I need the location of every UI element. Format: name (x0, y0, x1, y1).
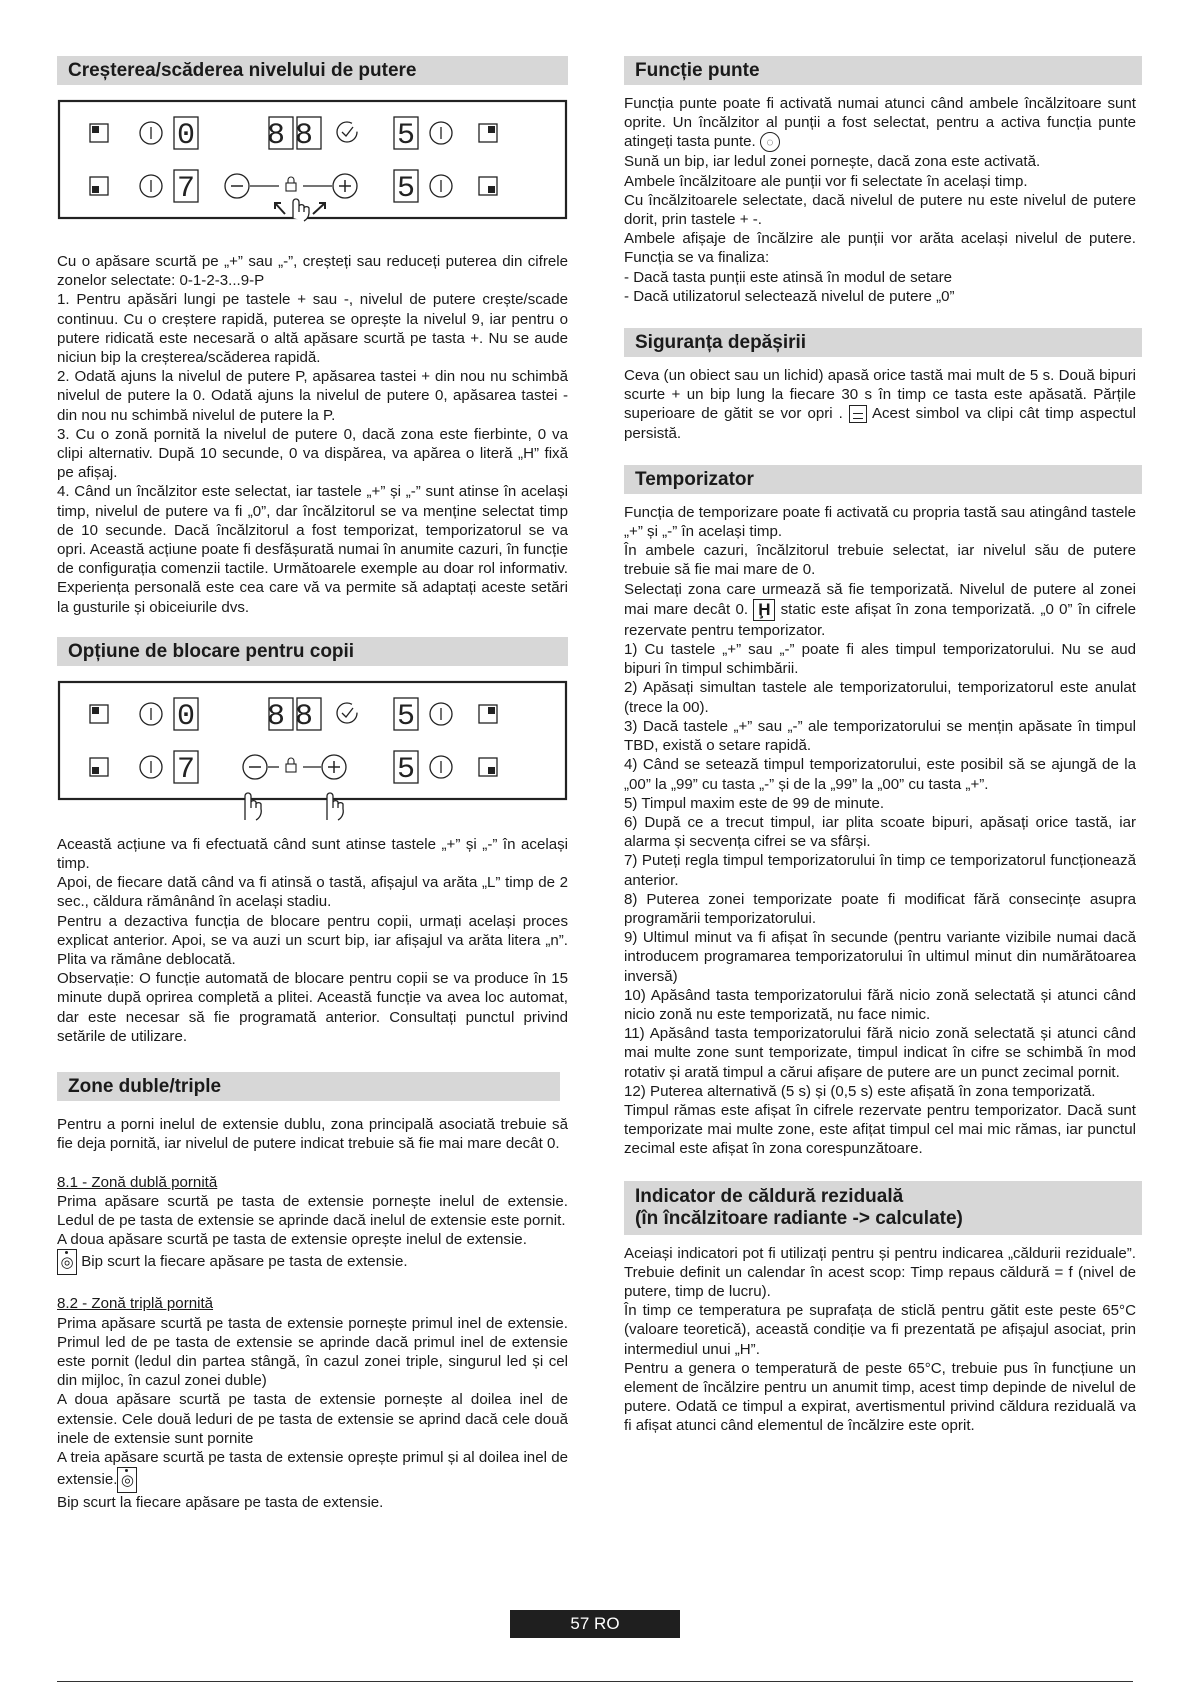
bottom-left-digit: 7 (176, 172, 196, 206)
paragraph-text: Ceva (un obiect sau un lichid) apasă orice tastă mai mult de 5 s. Două bipuri scurte + un bip lung la fiecare 30 s în timp ce tasta este apăsată. Părțile superioare de gătit se vor opri . (624, 367, 1136, 423)
residual-heat-h-icon: Ḩ (753, 599, 775, 621)
paragraph-text: A treia apăsare scurtă pe tasta de extensie oprește primul și al doilea inel de extensie. (57, 1448, 568, 1489)
section-power-level (57, 56, 568, 617)
subheading: 8.1 - Zonă dublă pornită (57, 1173, 218, 1191)
list-item: 7) Puteți regla timpul temporizatorului în timp ce temporizatorul funcționează anterior. (624, 852, 1136, 889)
section-title-line: (în încălzitoare radiante -> calculate) (635, 1207, 963, 1229)
paragraph: A doua apăsare scurtă pe tasta de extensie pornește al doilea inel de extensie. Cele două leduri de pe tasta de extensie se aprind dacă cele două inele de extensie sunt pornite (57, 1391, 568, 1447)
section-title-line: Indicator de căldură reziduală (635, 1185, 904, 1207)
touch-panel-illustration (57, 99, 568, 224)
paragraph: 3. Cu o zonă pornită la nivelul de putere 0, dacă zona este fierbinte, 0 va clipi alternativ. După 10 secunde, 0 va dispărea, va apărea o literă „H” fixă pe afișaj. (57, 425, 568, 482)
paragraph: Pentru a genera o temperatură de peste 65°C, trebuie pus în funcțiune un element de încălzire pentru un anumit timp, acest timp depinde de nivelul de putere. Odată ce timpul a expirat, avertismentul privind căldura reziduală va fi afișat atunci când elementul de încălzire este oprit. (624, 1359, 1136, 1435)
paragraph: Observație: O funcție automată de blocare pentru copii se va produce în 15 minute după oprirea completă a plitei. Această funcție va avea loc automat, dar este necesar să fie programată anterior. Consultați punctul privind setările de utilizare. (57, 970, 568, 1045)
section-body (57, 252, 568, 617)
touch-panel-illustration (57, 680, 568, 825)
list-item: 3) Dacă tastele „+” sau „-” ale temporizatorului se mențin apăsate în timpul TBD, există o setare rapidă. (624, 717, 1136, 755)
section-dual-triple-zones (57, 1072, 568, 1512)
overflow-symbol-icon (849, 405, 867, 423)
section-title (624, 1181, 1142, 1235)
section-overflow-safety (624, 328, 1136, 443)
list-item: 8) Puterea zonei temporizate poate fi modificat fără consecințe asupra programării temporizatorului. (624, 890, 1136, 927)
paragraph: Această acțiune va fi efectuată când sunt atinse tastele „+” și „-” în același timp. (57, 835, 568, 873)
paragraph: Pentru a dezactiva funcția de blocare pentru copii, urmați același proces explicat anterior. Apoi, se va auzi un scurt bip, iar afișajul va arăta litera „n”. Plita va rămâne deblocată. (57, 912, 568, 969)
extension-key-icon: ◎ (57, 1249, 77, 1275)
bottom-right-digit: 5 (396, 752, 416, 787)
section-residual-heat (624, 1181, 1136, 1436)
bottom-divider (57, 1681, 1133, 1682)
section-timer (624, 465, 1136, 1159)
extension-key-icon: ◎ (117, 1467, 137, 1493)
list-item: 2) Apăsați simultan tastele ale temporizatorului, temporizatorul este anulat (trece la 00). (624, 679, 1136, 716)
paragraph-text: Selectați zona care urmează să fie temporizată. Nivelul de putere al zonei mai mare decât 0. (624, 580, 1136, 618)
timer-digits: 88 (266, 119, 324, 153)
bridge-key-icon: ◌ (760, 132, 780, 152)
paragraph: Sună un bip, iar ledul zonei pornește, dacă zona este activată. (624, 153, 1041, 171)
section-title: Opțiune de blocare pentru copii (57, 637, 568, 666)
section-body (624, 366, 1136, 443)
paragraph (624, 94, 1136, 152)
paragraph: Cu încălzitoarele selectate, dacă nivelul de putere nu este nivelul de putere dorit, prin tastele + -. (624, 191, 1136, 229)
section-title: Funcție punte (624, 56, 1142, 85)
top-left-digit: 0 (176, 699, 196, 734)
paragraph: 4. Când un încălzitor este selectat, iar tastele „+” și „-” sunt atinse în același timp, nivelul de putere va fi „0”, dar încălzitorul se va menține selectat timp de 10 secunde. Dacă încălzitorul a fost temporizat, temporizatorul se va opri. Această acțiune poate fi desfășurată numai în anumite cazuri, în funcție de configurația comenzii tactile. Următoarele exemple au doar rol informativ. Experiența personală este cea care vă va permite să adaptați aceste setări la gusturile și obiceiurile dvs. (57, 483, 568, 616)
list-item: 4) Când se setează timpul temporizatorului, este posibil să se ajungă de la „00” la „99” cu tasta „-” și de la „99” la „00” cu tasta „+”. (624, 756, 1136, 793)
paragraph: 2. Odată ajuns la nivelul de putere P, apăsarea tastei + din nou nu schimbă nivelul de putere la 0. Odată ajuns la nivelul de putere 0, apăsarea tastei - din nou nu schimbă nivelul de putere la P. (57, 368, 568, 424)
top-right-digit: 5 (396, 699, 416, 734)
section-body (624, 503, 1136, 1159)
section-child-lock (57, 637, 568, 1046)
page-number: 57 RO (510, 1610, 680, 1638)
paragraph: - Dacă utilizatorul selectează nivelul de putere „0” (624, 287, 955, 305)
paragraph: Apoi, de fiecare dată când va fi atinsă o tastă, afișajul va arăta „L” timp de 2 sec., căldura rămânând în același stadiu. (57, 874, 568, 911)
paragraph: 1. Pentru apăsări lungi pe tastele + sau -, nivelul de putere crește/scade continuu. Cu o creștere rapidă, puterea se oprește la nivelul 9, iar pentru o putere ridicată este necesară o altă apăsare scurtă pe tasta +. Nu se aude niciun bip la creșterea/scăderea rapidă. (57, 291, 568, 367)
timer-digits: 88 (266, 699, 324, 734)
section-title: Zone duble/triple (57, 1072, 560, 1101)
paragraph-text: static este afișat în zona temporizată. „0 0” în cifrele rezervate pentru temporizator. (624, 600, 1136, 639)
paragraph (57, 1448, 568, 1493)
paragraph: Prima apăsare scurtă pe tasta de extensie pornește inelul de extensie. Ledul de pe tasta de extensie se aprinde dacă inelul de extensie este pornit. (57, 1192, 568, 1229)
paragraph-text: Acest simbol va clipi cât timp aspectul persistă. (624, 405, 1136, 442)
paragraph (624, 580, 1136, 640)
paragraph (624, 366, 1136, 443)
right-column (624, 56, 1136, 1454)
paragraph: Funcția de temporizare poate fi activată cu propria tastă sau atingând tastele „+” și „-” în același timp. (624, 503, 1136, 541)
control-panel-diagram-lock (57, 680, 568, 825)
section-body (57, 835, 568, 1046)
paragraph: Prima apăsare scurtă pe tasta de extensie pornește primul inel de extensie. Primul led de pe tasta de extensie se aprinde dacă primul inel de extensie este pornit (ledul din partea stângă, în cazul zonei triple, singurul led și cel din mijloc, în cazul zonei duble) (57, 1314, 568, 1390)
list-item: Timpul rămas este afișat în cifrele rezervate pentru temporizator. Dacă sunt temporizate mai multe zone, este afițat timpul cel mai mic rămas, iar punctul zecimal este afișat în zona corespunzătoare. (624, 1101, 1136, 1158)
paragraph-text: Bip scurt la fiecare apăsare pe tasta de extensie. (81, 1253, 408, 1271)
subheading: 8.2 - Zonă triplă pornită (57, 1295, 214, 1313)
section-body (624, 94, 1136, 306)
paragraph: A doua apăsare scurtă pe tasta de extensie oprește inelul de extensie. (57, 1231, 527, 1249)
section-body (624, 1244, 1136, 1436)
left-column (57, 56, 568, 1530)
section-bridge-function (624, 56, 1136, 306)
top-left-digit: 0 (176, 119, 196, 153)
paragraph: Bip scurt la fiecare apăsare pe tasta de extensie. (57, 1494, 384, 1512)
paragraph (57, 1249, 568, 1275)
top-right-digit: 5 (396, 119, 416, 153)
paragraph: În ambele cazuri, încălzitorul trebuie selectat, iar nivelul său de putere trebuie să fie mai mare de 0. (624, 542, 1136, 579)
section-title: Siguranța depășirii (624, 328, 1142, 357)
paragraph: Pentru a porni inelul de extensie dublu, zona principală asociată trebuie să fie deja pornită, iar nivelul de putere indicat trebuie să fie mai mare decât 0. (57, 1116, 568, 1153)
section-body (57, 1115, 568, 1512)
section-title: Creșterea/scăderea nivelului de putere (57, 56, 568, 85)
list-item: 12) Puterea alternativă (5 s) și (0,5 s) este afișată în zona temporizată. (624, 1082, 1096, 1100)
paragraph: În timp ce temperatura pe suprafața de sticlă pentru gătit este peste 65°C (valoare teoretică), această condiție va fi prezentată pe afișajul asociat, prin intermediul unui „H”. (624, 1302, 1136, 1358)
paragraph: - Dacă tasta punții este atinsă în modul de setare (624, 268, 953, 286)
paragraph-text: Funcția punte poate fi activată numai atunci când ambele încălzitoare sunt oprite. Un încălzitor al punții a fost selectat, pentru a activa funcția punte atingeți tasta punte. (624, 95, 1136, 151)
paragraph: Ambele încălzitoare ale punții vor fi selectate în același timp. (624, 172, 1028, 190)
list-item: 5) Timpul maxim este de 99 de minute. (624, 794, 885, 812)
paragraph: Aceiași indicatori pot fi utilizați pentru și pentru indicarea „căldurii reziduale”. Trebuie definit un calendar în acest scop: Timp repaus căldură = f (nivel de putere, timp de lucru). (624, 1244, 1136, 1300)
paragraph: Ambele afișaje de încălzire ale punții vor arăta același nivelul de putere. Funcția se va finaliza: (624, 230, 1136, 267)
paragraph: Cu o apăsare scurtă pe „+” sau „-”, creșteți sau reduceți puterea din cifrele zonelor selectate: 0-1-2-3...9-P (57, 253, 568, 290)
list-item: 6) După ce a trecut timpul, iar plita scoate bipuri, apăsați orice tastă, iar alarma și secvența cifrei se va sfârși. (624, 813, 1136, 851)
list-item: 9) Ultimul minut va fi afișat în secunde (pentru variante vizibile numai dacă introducem programarea temporizatorului în ultimul minut din numărătoarea inversă) (624, 929, 1136, 985)
bottom-right-digit: 5 (396, 172, 416, 206)
list-item: 1) Cu tastele „+” sau „-” poate fi ales timpul temporizatorului. Nu se aud bipuri în timpul schimbării. (624, 641, 1136, 678)
bottom-left-digit: 7 (176, 752, 196, 787)
list-item: 10) Apăsând tasta temporizatorului fără nicio zonă selectată și atunci când nicio zonă nu este temporizată, nu face nimic. (624, 986, 1136, 1023)
section-title: Temporizator (624, 465, 1142, 494)
control-panel-diagram-power (57, 99, 568, 224)
list-item: 11) Apăsând tasta temporizatorului fără nicio zonă selectată și atunci când mai multe zone sunt temporizate, timpul indicat în cifre se schimbă în mod rotativ și arată timpul a cărui afișare de putere are un punct zecimal pornit. (624, 1025, 1136, 1081)
